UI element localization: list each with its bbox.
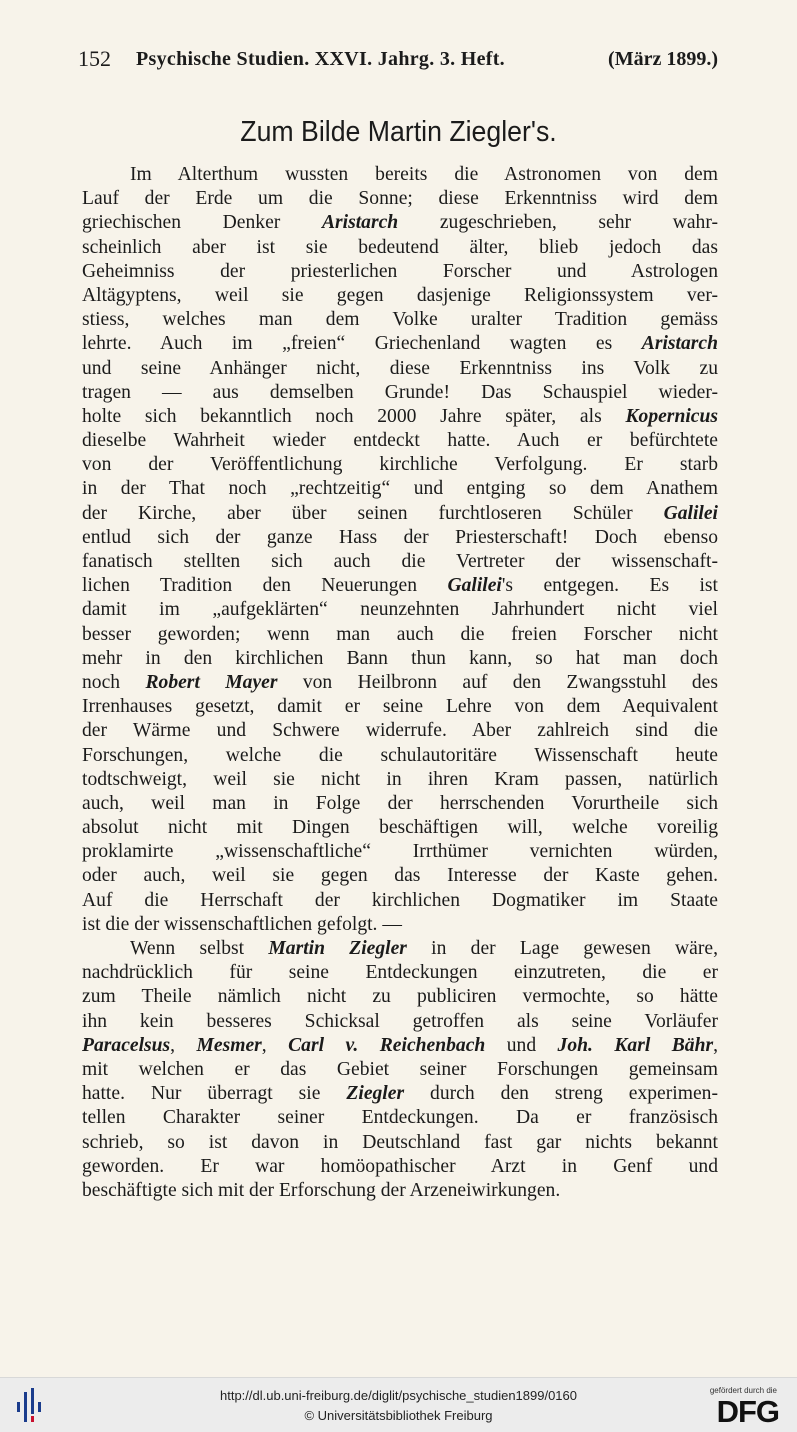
- text-line: [82, 453, 718, 477]
- emphasized-name: Joh. Karl Bähr: [557, 1034, 714, 1056]
- text-line: [82, 260, 718, 284]
- text-line: [82, 816, 718, 840]
- text-line: [82, 163, 718, 187]
- text-line: [82, 1106, 718, 1130]
- text-run: holte sich bekanntlich noch 2000 Jahre später, als: [82, 405, 626, 427]
- text-run: Im Alterthum wussten bereits die Astronomen von dem: [130, 164, 718, 185]
- text-line: [82, 574, 718, 598]
- text-run: scheinlich aber ist sie bedeutend älter, blieb jedoch das: [82, 236, 718, 258]
- text-line: [82, 598, 718, 622]
- text-run: besser geworden; wenn man auch die freien Forscher nicht: [82, 623, 718, 645]
- text-run: beschäftigte sich mit der Erforschung der Arzeneiwirkungen.: [82, 1179, 561, 1201]
- text-run: ,: [713, 1034, 718, 1056]
- text-line: [82, 284, 718, 308]
- text-line: [82, 502, 718, 526]
- text-run: damit im „aufgeklärten“ neunzehnten Jahrhundert nicht viel: [82, 599, 718, 621]
- text-run: und seine Anhänger nicht, diese Erkenntniss ins Volk zu: [82, 357, 718, 379]
- text-line: [82, 1010, 718, 1034]
- text-run: der Wärme und Schwere widerrufe. Aber zahlreich sind die: [82, 720, 718, 742]
- text-run: von Heilbronn auf den Zwangsstuhl des: [277, 671, 718, 693]
- text-run: nachdrücklich für seine Entdeckungen einzutreten, die er: [82, 962, 718, 984]
- issue-date: (März 1899.): [608, 48, 718, 70]
- text-line: [82, 889, 718, 913]
- text-line: [82, 695, 718, 719]
- text-line: [82, 719, 718, 743]
- text-line: [82, 550, 718, 574]
- text-line: [82, 357, 718, 381]
- running-header: [78, 46, 718, 74]
- text-run: schrieb, so ist davon in Deutschland fast gar nichts bekannt: [82, 1131, 718, 1153]
- text-run: Altägyptens, weil sie gegen dasjenige Religionssystem ver-: [82, 284, 718, 306]
- text-line: [82, 526, 718, 550]
- emphasized-name: Kopernicus: [625, 405, 718, 427]
- text-line: [82, 961, 718, 985]
- text-run: Geheimniss der priesterlichen Forscher und Astrologen: [82, 260, 718, 282]
- text-line: [82, 236, 718, 260]
- text-run: proklamirte „wissenschaftliche“ Irrthümer vernichten würden,: [82, 841, 718, 863]
- viewer-footer: [0, 1377, 797, 1432]
- emphasized-name: Aristarch: [641, 333, 718, 355]
- copyright-notice: © Universitätsbibliothek Freiburg: [304, 1408, 493, 1423]
- text-run: tellen Charakter seiner Entdeckungen. Da er französisch: [82, 1107, 718, 1129]
- emphasized-name: Martin Ziegler: [268, 938, 407, 959]
- text-run: zum Theile nämlich nicht zu publiciren vermochte, so hätte: [82, 986, 718, 1008]
- text-run: stiess, welches man dem Volke uralter Tradition gemäss: [82, 309, 718, 331]
- text-run: ihn kein besseres Schicksal getroffen als seine Vorläufer: [82, 1010, 718, 1032]
- text-run: ,: [261, 1034, 289, 1056]
- text-run: mehr in den kirchlichen Bann thun kann, so hat man doch: [82, 647, 718, 669]
- text-run: dieselbe Wahrheit wieder entdeckt hatte. Auch er befürchtete: [82, 430, 718, 452]
- journal-title: Psychische Studien. XXVI. Jahrg. 3. Heft.: [136, 48, 505, 70]
- text-line: [82, 1131, 718, 1155]
- text-run: durch den streng experimen-: [404, 1083, 718, 1105]
- text-line: [82, 840, 718, 864]
- text-line: [82, 1058, 718, 1082]
- text-run: in der Lage gewesen wäre,: [406, 938, 718, 959]
- text-run: zugeschrieben, sehr wahr-: [398, 212, 718, 234]
- text-run: Wenn selbst: [130, 938, 269, 959]
- text-line: [82, 623, 718, 647]
- text-run: griechischen Denker: [82, 212, 322, 234]
- emphasized-name: Paracelsus: [82, 1034, 171, 1056]
- document-url-link[interactable]: http://dl.ub.uni-freiburg.de/diglit/psychische_studien1899/0160: [219, 1388, 578, 1403]
- emphasized-name: Robert Mayer: [145, 671, 278, 693]
- page-number: 152: [78, 46, 111, 71]
- text-line: [82, 477, 718, 501]
- text-run: todtschweigt, weil sie nicht in ihren Kram passen, natürlich: [82, 768, 718, 790]
- emphasized-name: Galilei: [663, 502, 718, 524]
- emphasized-name: Mesmer: [196, 1034, 262, 1056]
- text-run: oder auch, weil sie gegen das Interesse der Kaste gehen.: [82, 865, 718, 887]
- article-body: [82, 163, 718, 1203]
- text-run: auch, weil man in Folge der herrschenden Vorurtheile sich: [82, 792, 718, 814]
- text-line: [82, 308, 718, 332]
- text-line: [82, 1082, 718, 1106]
- text-line: [82, 405, 718, 429]
- text-run: entlud sich der ganze Hass der Priesterschaft! Doch ebenso: [82, 526, 718, 548]
- text-run: mit welchen er das Gebiet seiner Forschungen gemeinsam: [82, 1058, 718, 1080]
- text-run: fanatisch stellten sich auch die Vertreter der wissenschaft-: [82, 551, 718, 572]
- emphasized-name: Ziegler: [346, 1083, 405, 1105]
- text-line: [82, 768, 718, 792]
- emphasized-name: Galilei: [447, 575, 502, 597]
- text-line: [82, 332, 718, 356]
- dfg-logo-text: DFG: [716, 1394, 779, 1429]
- text-line: [82, 381, 718, 405]
- emphasized-name: Aristarch: [321, 212, 399, 234]
- text-run: lehrte. Auch im „freien“ Griechenland wagten es: [82, 333, 642, 355]
- text-run: und: [485, 1034, 558, 1056]
- text-line: [82, 429, 718, 453]
- text-line: [82, 211, 718, 235]
- text-line: [82, 1034, 718, 1058]
- text-run: noch: [82, 671, 146, 693]
- text-line: [82, 1179, 718, 1203]
- text-run: 's entgegen. Es ist: [501, 575, 718, 597]
- text-run: tragen — aus demselben Grunde! Das Schauspiel wieder-: [82, 381, 718, 403]
- text-line: [82, 937, 718, 961]
- text-run: lichen Tradition den Neuerungen: [82, 575, 448, 597]
- text-run: von der Veröffentlichung kirchliche Verfolgung. Er starb: [82, 454, 718, 476]
- text-run: Forschungen, welche die schulautoritäre Wissenschaft heute: [82, 744, 718, 766]
- text-line: [82, 985, 718, 1009]
- text-run: absolut nicht mit Dingen beschäftigen will, welche voreilig: [82, 817, 718, 839]
- text-line: [82, 913, 718, 937]
- text-run: Lauf der Erde um die Sonne; diese Erkenntniss wird dem: [82, 188, 718, 210]
- text-line: [82, 744, 718, 768]
- text-run: ,: [170, 1034, 197, 1056]
- text-line: [82, 1155, 718, 1179]
- article-title: Zum Bilde Martin Ziegler's.: [240, 116, 557, 148]
- text-line: [82, 671, 718, 695]
- dfg-logo[interactable]: [701, 1382, 787, 1430]
- text-line: [82, 187, 718, 211]
- text-run: Irrenhauses gesetzt, damit er seine Lehre von dem Aequivalent: [82, 696, 718, 718]
- emphasized-name: Carl v. Reichenbach: [288, 1034, 486, 1056]
- text-line: [82, 647, 718, 671]
- text-run: ist die der wissenschaftlichen gefolgt. —: [82, 913, 402, 935]
- text-run: hatte. Nur überragt sie: [82, 1083, 347, 1105]
- dfg-sponsor-text: gefördert durch die: [709, 1386, 777, 1395]
- text-line: [82, 864, 718, 888]
- text-line: [82, 792, 718, 816]
- text-run: Auf die Herrschaft der kirchlichen Dogmatiker im Staate: [82, 889, 718, 911]
- text-run: in der That noch „rechtzeitig“ und entging so dem Anathem: [82, 478, 718, 500]
- text-run: der Kirche, aber über seinen furchtloseren Schüler: [82, 502, 664, 524]
- text-run: geworden. Er war homöopathischer Arzt in Genf und: [82, 1155, 718, 1177]
